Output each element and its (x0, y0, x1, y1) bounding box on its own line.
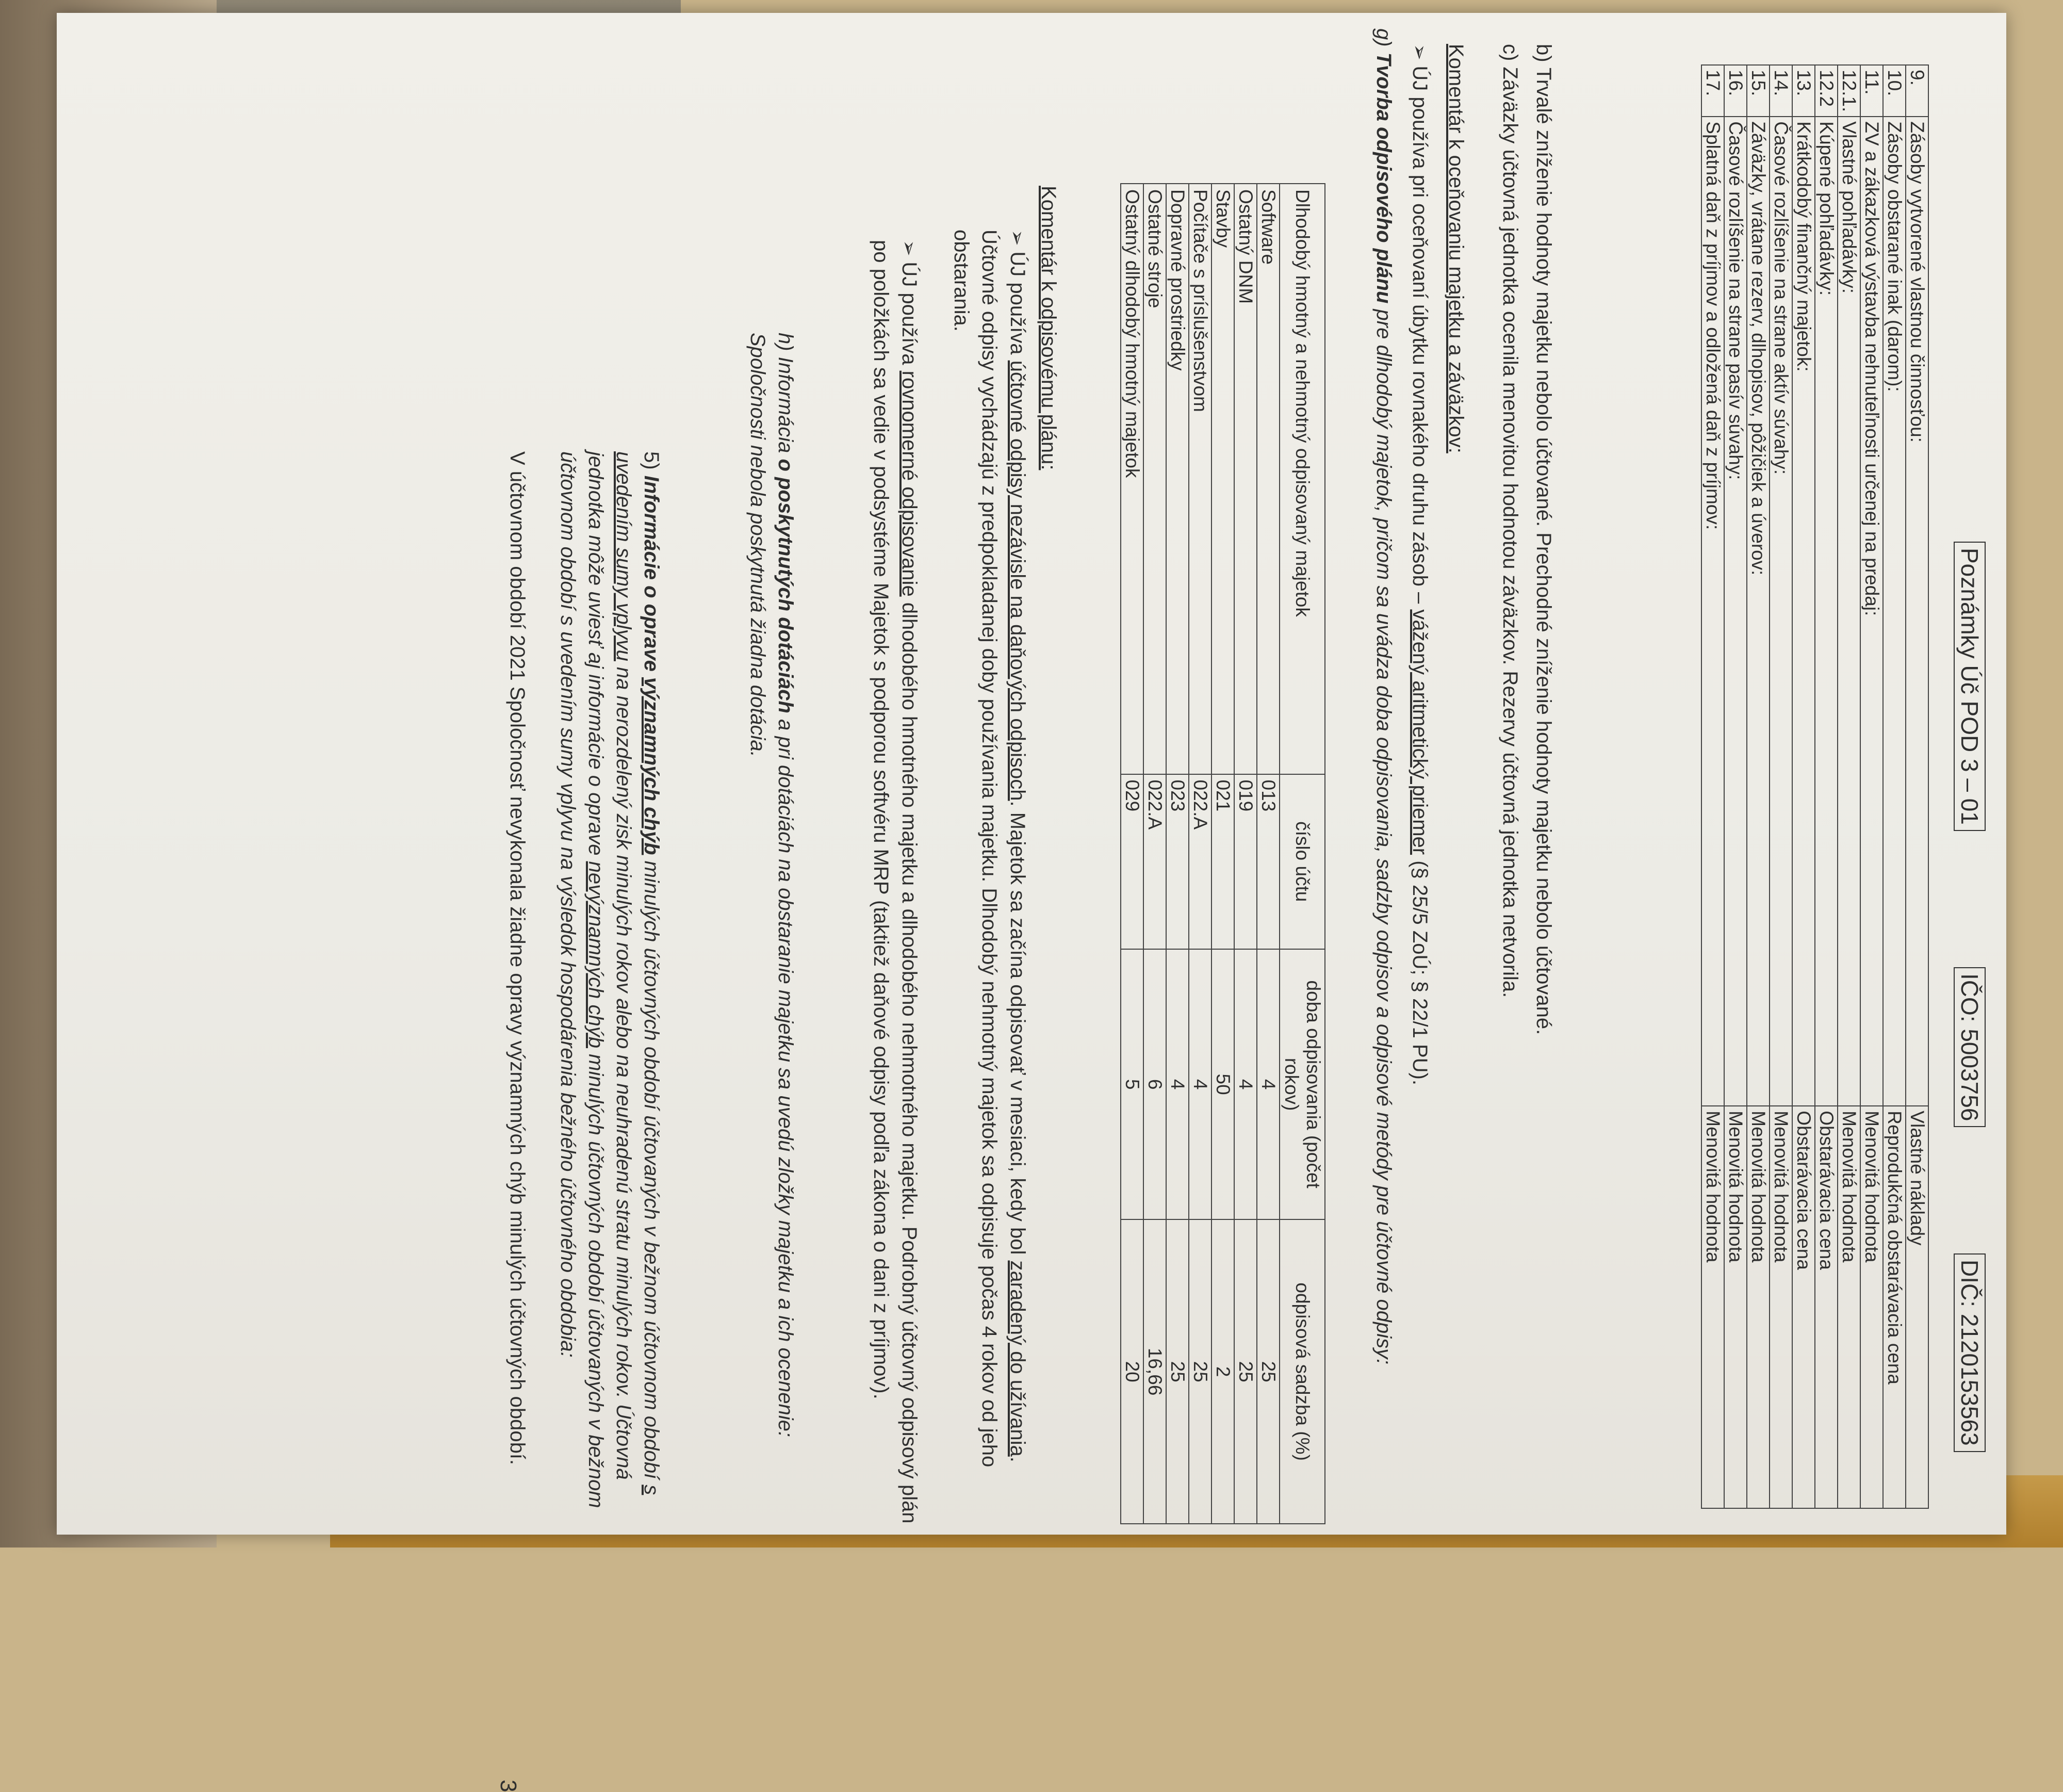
arrow-bullet-icon: ➢ (898, 240, 920, 262)
row-valuation: Menovitá hodnota (1747, 1106, 1770, 1508)
cell-account: 023 (1166, 774, 1189, 949)
row-item: Splatná daň z príjmov a odložená daň z príjmov: (1701, 117, 1724, 1106)
cell-rate: 20 (1121, 1219, 1143, 1524)
cell-account: 021 (1211, 774, 1234, 949)
cell-asset: Ostatné stroje (1143, 184, 1166, 774)
row-valuation: Menovitá hodnota (1724, 1106, 1747, 1508)
cell-account: 022.A (1189, 774, 1211, 949)
row-valuation: Reprodukčná obstarávacia cena (1883, 1106, 1906, 1508)
row-number: 9. (1906, 65, 1928, 117)
row-number: 12.2 (1815, 65, 1838, 117)
row-valuation: Menovitá hodnota (1860, 1106, 1883, 1508)
row-number: 10. (1883, 65, 1906, 117)
row-item: Časové rozlíšenie na strane aktív súvahy: (1770, 117, 1792, 1106)
cell-account: 029 (1121, 774, 1143, 949)
row-item: Vlastné pohľadávky: (1838, 117, 1860, 1106)
table-row (1724, 65, 1747, 1508)
row-item: Záväzky, vrátane rezerv, dlhopisov, pôžičiek a úverov: (1747, 117, 1770, 1106)
cell-rate: 25 (1166, 1219, 1189, 1524)
row-valuation: Vlastné náklady (1906, 1106, 1928, 1508)
row-number: 13. (1792, 65, 1815, 117)
row-valuation: Menovitá hodnota (1770, 1106, 1792, 1508)
table-row (1883, 65, 1906, 1508)
document-page (57, 13, 2006, 1792)
valuation-table (1701, 64, 1929, 1509)
table-row (1189, 184, 1211, 1524)
row-number: 15. (1747, 65, 1770, 117)
col-rate: odpisová sadzba (%) (1280, 1219, 1325, 1524)
table-row (1257, 184, 1280, 1524)
cell-rate: 25 (1234, 1219, 1257, 1524)
row-valuation: Obstarávacia cena (1815, 1106, 1838, 1508)
cell-account: 022.A (1143, 774, 1166, 949)
inventory-method-note: ➢ ÚJ používa pri oceňovaní úbytku rovnakého druhu zásob – vážený aritmetický priemer (§ 25/5 ZoÚ; § 22/1 PU). (1409, 44, 1431, 1085)
table-row (1838, 65, 1860, 1508)
cell-period: 6 (1143, 949, 1166, 1219)
table-row (1143, 184, 1166, 1524)
comment-heading-depreciation: Komentár k odpisovému plánu: (1037, 186, 1060, 470)
row-item: Krátkodobý finančný majetok: (1792, 117, 1815, 1106)
depreciation-table (1120, 183, 1325, 1524)
paragraph-5: 5) Informácie o oprave významných chýb minulých účtovných období účtovaných v bežnom účtovnom období s uvedením sumy vplyvu na nerozdelený zisk minulých rokov alebo na neuhradenú stratu minulých rokov. Účtovná jednotka môže uviesť aj informácie o oprave nevýznamných chýb minulých účtovných období účtovaných v bežnom účtovnom období s uvedením sumy vplyvu na výsledok hospodárenia bežného účtovného obdobia: (556, 451, 663, 1508)
cell-period: 4 (1257, 949, 1280, 1219)
arrow-bullet-icon: ➢ (1006, 230, 1028, 252)
arrow-bullet-icon: ➢ (1409, 44, 1430, 66)
row-item: Zásoby vytvorené vlastnou činnosťou: (1906, 117, 1928, 1106)
table-row (1121, 184, 1143, 1524)
row-valuation: Menovitá hodnota (1838, 1106, 1860, 1508)
row-valuation: Obstarávacia cena (1792, 1106, 1815, 1508)
table-row (1747, 65, 1770, 1508)
row-valuation: Menovitá hodnota (1701, 1106, 1724, 1508)
cell-period: 4 (1166, 949, 1189, 1219)
row-number: 14. (1770, 65, 1792, 117)
table-row (1770, 65, 1792, 1508)
depreciation-note-1: ➢ ÚJ používa účtovné odpisy nezávisle na daňových odpisoch. Majetok sa začína odpisovať v mesiaci, kedy bol zaradený do užívania. Účtovné odpisy vychádzajú z predpokladanej doby používania majetku. Dlhodobý nehmotný majetok sa odpisuje počas 4 rokov od jeho obstarania. (950, 230, 1029, 1468)
cell-asset: Počítače s príslušenstvom (1189, 184, 1211, 774)
table-row (1815, 65, 1838, 1508)
table-row (1860, 65, 1883, 1508)
col-account: číslo účtu (1280, 774, 1325, 949)
paragraph-5-statement: V účtovnom období 2021 Spoločnosť nevykonala žiadne opravy významných chýb minulých účtovných období. (506, 451, 529, 1465)
page-number: 3 (496, 1780, 521, 1792)
table-row (1234, 184, 1257, 1524)
cell-period: 4 (1189, 949, 1211, 1219)
cell-rate: 2 (1211, 1219, 1234, 1524)
paragraph-b: b) Trvalé zníženie hodnoty majetku nebolo účtované. Prechodné zníženie hodnoty majetku nebolo účtované. (1532, 44, 1555, 1035)
cell-period: 4 (1234, 949, 1257, 1219)
cell-period: 50 (1211, 949, 1234, 1219)
row-number: 11. (1860, 65, 1883, 117)
table-row (1906, 65, 1928, 1508)
cell-period: 5 (1121, 949, 1143, 1219)
dic-box: DIČ: 2120153563 (1954, 1253, 1986, 1452)
row-item: Kúpené pohľadávky: (1815, 117, 1838, 1106)
ico-box: IČO: 5003756 (1954, 967, 1986, 1127)
row-number: 16. (1724, 65, 1747, 117)
cell-rate: 16,66 (1143, 1219, 1166, 1524)
table-row (1211, 184, 1234, 1524)
cell-asset: Ostatný dlhodobý hmotný majetok (1121, 184, 1143, 774)
row-item: ZV a zákazková výstavba nehnuteľnosti určenej na predaj: (1860, 117, 1883, 1106)
cell-account: 013 (1257, 774, 1280, 949)
cell-rate: 25 (1189, 1219, 1211, 1524)
row-number: 12.1. (1838, 65, 1860, 117)
depreciation-note-2: ➢ ÚJ používa rovnomerné odpisovanie dlhodobého hmotného majetku a dlhodobého nehmotného majetku. Podrobný účtovný odpisový plán po položkách sa vedie v podsystéme Majetok s podporou softvéru MRP (taktiež daňové odpisy podľa zákona o dani z príjmov). (870, 240, 921, 1524)
paragraph-h: h) Informácia o poskytnutých dotáciách a pri dotáciách na obstaranie majetku sa uvedú zložky majetku a ich ocenenie: Spoločnosti nebola poskytnutá žiadna dotácia. (746, 333, 797, 1438)
paragraph-g: g) Tvorba odpisového plánu pre dlhodobý majetok, pričom sa uvádza doba odpisovania, sadzby odpisov a odpisové metódy pre účtovné odpisy: (1372, 28, 1395, 1365)
table-row (1166, 184, 1189, 1524)
cell-asset: Dopravné prostriedky (1166, 184, 1189, 774)
cell-rate: 25 (1257, 1219, 1280, 1524)
cell-account: 019 (1234, 774, 1257, 949)
table-row (1701, 65, 1724, 1508)
cell-asset: Ostatný DNM (1234, 184, 1257, 774)
row-number: 17. (1701, 65, 1724, 117)
row-item: Časové rozlíšenie na strane pasív súvahy: (1724, 117, 1747, 1106)
cell-asset: Software (1257, 184, 1280, 774)
col-asset: Dlhodobý hmotný a nehmotný odpisovaný majetok (1280, 184, 1325, 774)
cell-asset: Stavby (1211, 184, 1234, 774)
table-header-row (1280, 184, 1325, 1524)
table-row (1792, 65, 1815, 1508)
row-item: Zásoby obstarané inak (darom): (1883, 117, 1906, 1106)
paragraph-c: c) Záväzky účtovná jednotka ocenila menovitou hodnotou záväzkov. Rezervy účtovná jednotka netvorila. (1499, 44, 1521, 998)
document-title: Poznámky Úč POD 3 – 01 (1954, 542, 1986, 831)
col-period: doba odpisovania (počet rokov) (1280, 949, 1325, 1219)
comment-heading-valuation: Komentár k oceňovaniu majetku a záväzkov: (1445, 44, 1467, 453)
